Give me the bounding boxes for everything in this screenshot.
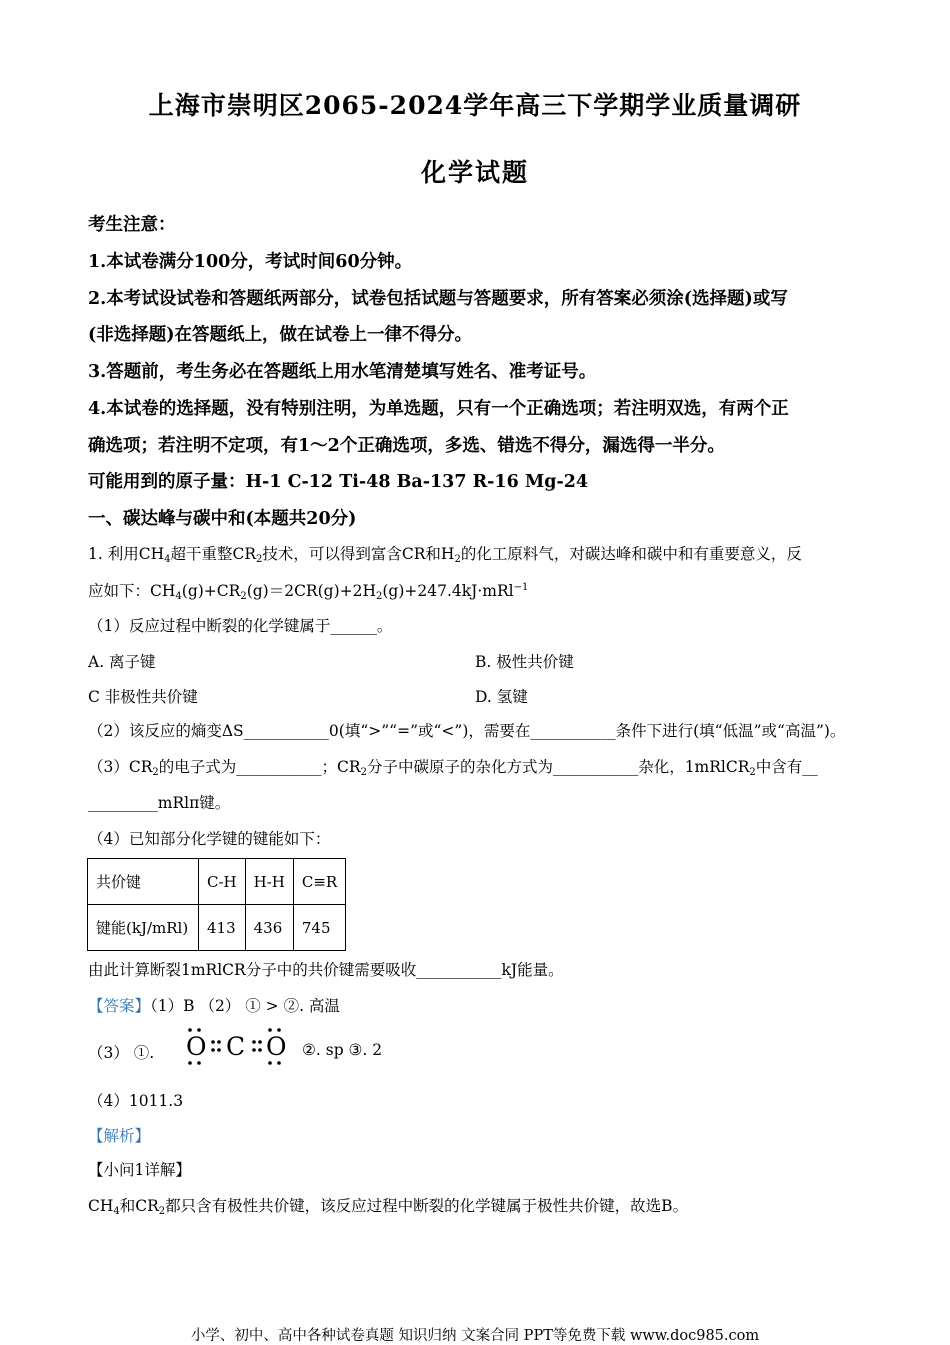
analysis-subheading: 【小问1详解】 xyxy=(88,1161,191,1179)
option-b: B. 极性共价键 xyxy=(475,653,574,671)
table-row xyxy=(88,905,346,951)
bond-energy-table xyxy=(87,858,346,951)
answer-line-1: 【答案】（1）B （2） ① > ②. 高温 xyxy=(88,997,340,1015)
table-cell: 键能(kJ/mRl) xyxy=(88,905,199,951)
exam-title: 上海市崇明区2065-2024学年高三下学期学业质量调研 xyxy=(148,91,802,120)
lewis-carbon: C xyxy=(226,1032,246,1061)
notice-heading: 考生注意： xyxy=(88,215,176,235)
answer-label: 【答案】 xyxy=(88,997,151,1015)
analysis-text: $CH_4$和$CR_2$都只含有极性共价键，该反应过程中断裂的化学键属于极性共价键，故选B。 xyxy=(88,1197,689,1217)
notice-item-3: 3.答题前，考生务必在答题纸上用水笔清楚填写姓名、准考证号。 xyxy=(88,362,597,382)
table-cell: 436 xyxy=(245,905,293,951)
sub-question-4: （4）已知部分化学键的键能如下： xyxy=(88,830,331,848)
sub-question-4-prompt: 由此计算断裂1mRlCR分子中的共价键需要吸收___________kJ能量。 xyxy=(88,961,564,979)
sub-question-3-line-1: $(3)CR_2$的电子式为___________；$CR_2$分子中碳原子的杂化方式为___________杂化，1mRlCR$_2$中含有__ xyxy=(88,758,818,778)
question-intro: 1. 利用$CH_4$超干重整$CR_2$技术，可以得到富含CR和$H_2$的化工原料气，对碳达峰和碳中和有重要意义，反 xyxy=(88,545,802,565)
analysis-label: 【解析】 xyxy=(88,1127,151,1145)
lewis-oxygen-right: O xyxy=(266,1032,287,1061)
answer-line-2-prefix: （3） ①. xyxy=(88,1044,155,1062)
sub-question-1: （1）反应过程中断裂的化学键属于______。 xyxy=(88,617,393,635)
exam-subtitle: 化学试题 xyxy=(420,158,529,187)
co2-lewis-structure xyxy=(184,1026,294,1066)
table-cell: 共价键 xyxy=(88,859,199,905)
table-cell: 745 xyxy=(293,905,345,951)
table-cell: C-H xyxy=(199,859,246,905)
option-d: D. 氢键 xyxy=(475,688,528,706)
footer-watermark: 小学、初中、高中各种试卷真题 知识归纳 文案合同 PPT等免费下载 www.doc985.com xyxy=(190,1328,760,1344)
lewis-oxygen-left: O xyxy=(186,1032,207,1061)
notice-item-2-line-1: 2.本考试设试卷和答题纸两部分，试卷包括试题与答题要求，所有答案必须涂(选择题)或写 xyxy=(88,289,788,309)
table-cell: H-H xyxy=(245,859,293,905)
notice-item-4-line-2: 确选项；若注明不定项，有1～2个正确选项，多选、错选不得分，漏选得一半分。 xyxy=(88,436,725,456)
option-a: A. 离子键 xyxy=(88,653,156,671)
section-heading: 一、碳达峰与碳中和(本题共20分) xyxy=(88,509,357,529)
sub-question-2: （2）该反应的熵变ΔS___________0(填“>”“=”或“<”)，需要在___________条件下进行(填“低温”或“高温”)。 xyxy=(88,722,846,740)
table-row xyxy=(88,859,346,905)
sub-question-3-line-2: _________mRlπ键。 xyxy=(88,794,231,812)
answer-line-2-suffix: ②. sp ③. 2 xyxy=(302,1041,383,1059)
notice-item-4-line-1: 4.本试卷的选择题，没有特别注明，为单选题，只有一个正确选项；若注明双选，有两个正 xyxy=(88,399,789,419)
table-cell: 413 xyxy=(199,905,246,951)
option-c: C 非极性共价键 xyxy=(88,688,198,706)
reaction-equation: 应如下：$CH_4(g)+CR_2(g)=2CR(g)+2H_2(g)+247.4kJ\cdot mRl^{-1}$ xyxy=(88,582,529,602)
atomic-mass-line: 可能用到的原子量：H-1 C-12 Ti-48 Ba-137 R-16 Mg-24 xyxy=(88,472,589,492)
notice-item-2-line-2: (非选择题)在答题纸上，做在试卷上一律不得分。 xyxy=(88,325,473,345)
table-cell: C≡R xyxy=(293,859,345,905)
notice-item-1: 1.本试卷满分100分，考试时间60分钟。 xyxy=(88,252,413,272)
answer-line-3: （4）1011.3 xyxy=(88,1092,184,1110)
